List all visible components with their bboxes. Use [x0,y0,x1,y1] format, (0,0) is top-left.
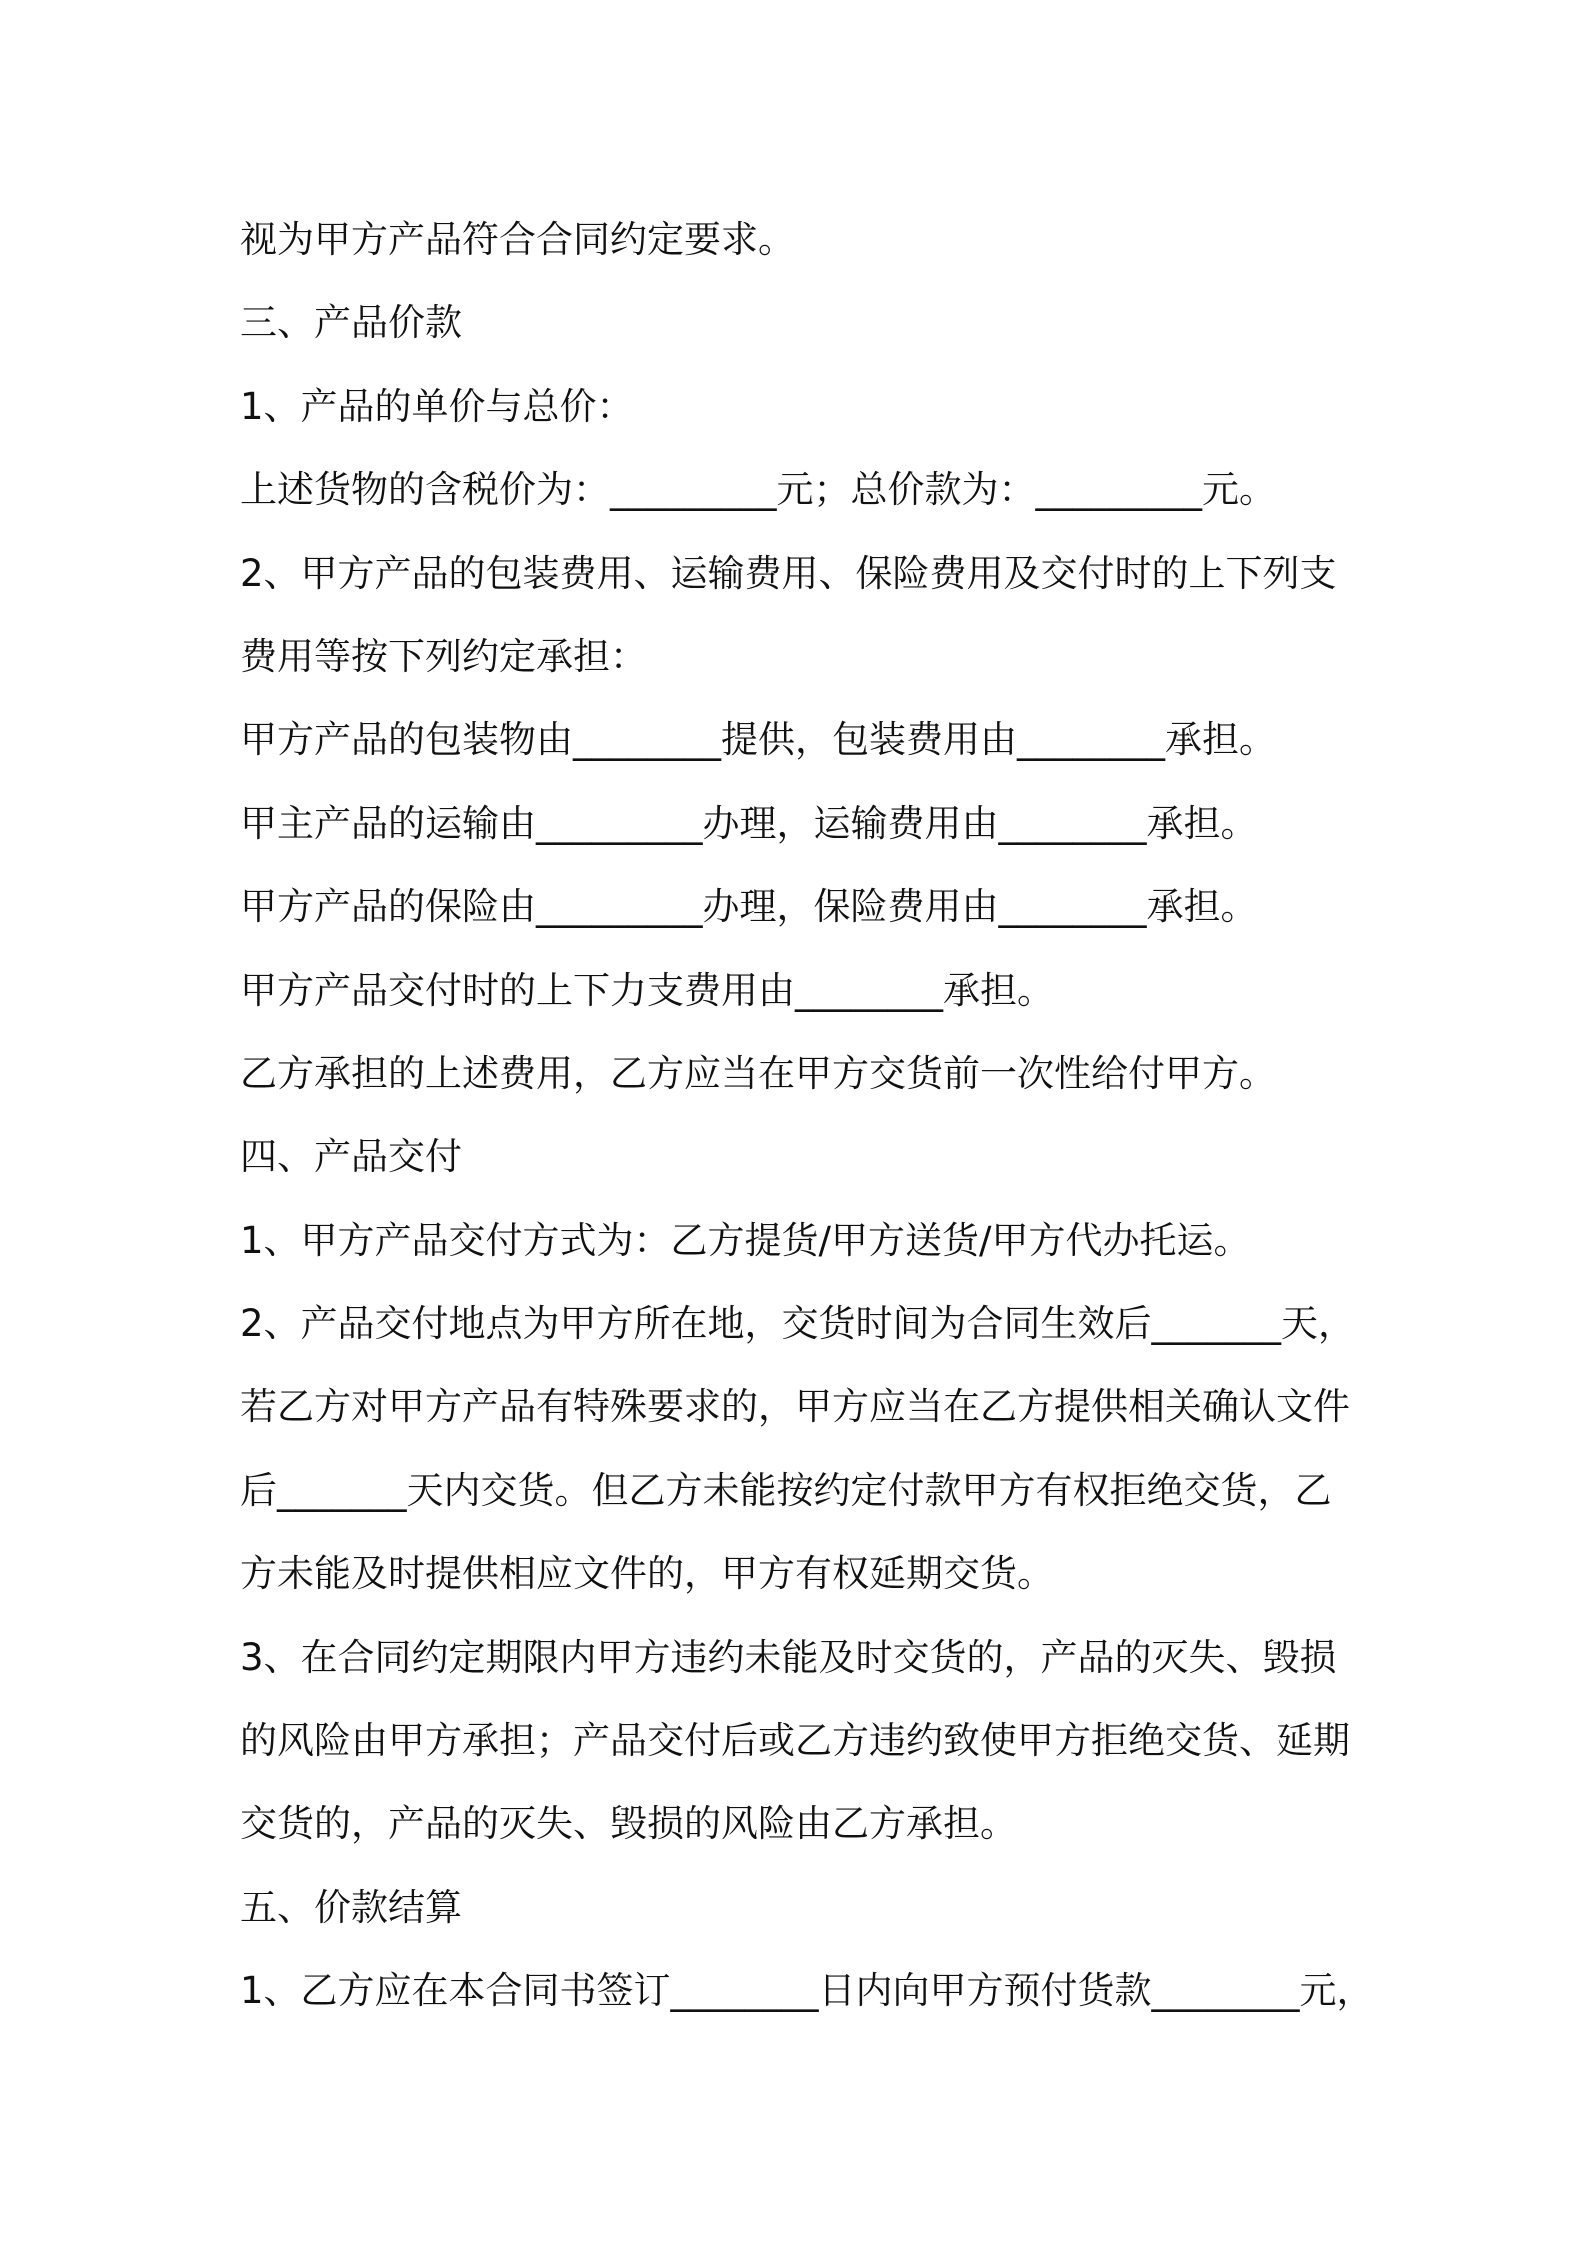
text-line: 2、甲方产品的包装费用、运输费用、保险费用及交付时的上下列支 [240,551,1337,595]
text-line: 甲主产品的运输由_________办理，运输费用由________承担。 [240,801,1258,845]
text-line: 1、乙方应在本合同书签订________日内向甲方预付货款________元， [240,1969,1374,2013]
text-line: 3、在合同约定期限内甲方违约未能及时交货的，产品的灭失、毁损 [240,1635,1337,1679]
text-line: 费用等按下列约定承担： [240,634,647,678]
text-line: 甲方产品的包装物由________提供，包装费用由________承担。 [240,718,1276,762]
text-line: 若乙方对甲方产品有特殊要求的，甲方应当在乙方提供相关确认文件 [240,1385,1350,1429]
text-line: 1、甲方产品交付方式为：乙方提货/甲方送货/甲方代办托运。 [240,1218,1251,1262]
contract-body [240,198,1374,2033]
text-line: 2、产品交付地点为甲方所在地，交货时间为合同生效后_______天， [240,1302,1356,1346]
text-line: 的风险由甲方承担；产品交付后或乙方违约致使甲方拒绝交货、延期 [240,1719,1350,1763]
text-line: 上述货物的含税价为：_________元；总价款为：_________元。 [240,468,1276,512]
text-line: 视为甲方产品符合合同约定要求。 [240,218,795,261]
text-line: 1、产品的单价与总价： [240,384,634,428]
section-heading-price: 三、产品价款 [240,301,462,345]
text-line: 后_______天内交货。但乙方未能按约定付款甲方有权拒绝交货，乙 [240,1468,1332,1512]
text-line: 甲方产品的保险由_________办理，保险费用由________承担。 [240,885,1258,929]
text-line: 甲方产品交付时的上下力支费用由________承担。 [240,968,1054,1012]
section-heading-delivery: 四、产品交付 [240,1135,462,1179]
text-line: 乙方承担的上述费用，乙方应当在甲方交货前一次性给付甲方。 [240,1051,1276,1095]
text-line: 交货的，产品的灭失、毁损的风险由乙方承担。 [240,1802,1017,1846]
section-heading-settlement: 五、价款结算 [240,1885,462,1929]
text-line: 方未能及时提供相应文件的，甲方有权延期交货。 [240,1552,1054,1596]
